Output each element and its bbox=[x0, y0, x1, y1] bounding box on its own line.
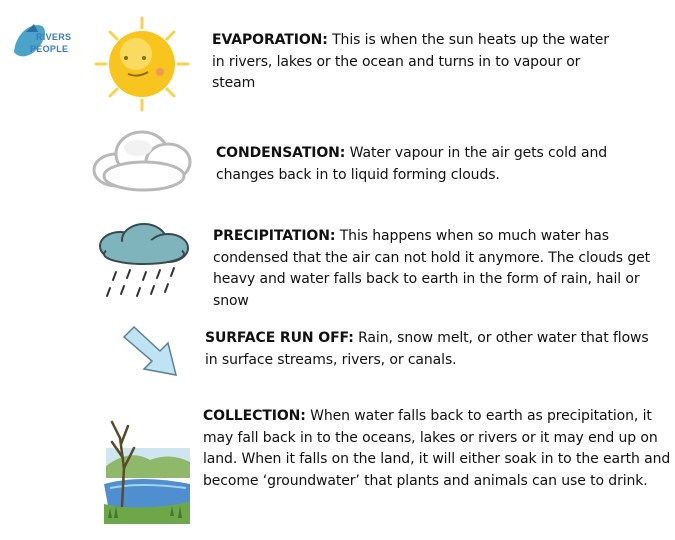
section-collection bbox=[203, 406, 675, 492]
sun-icon bbox=[92, 16, 192, 112]
arrow-down-right-icon bbox=[120, 323, 182, 379]
section-text: Rain, snow melt, or other water that flows in surface streams, rivers, or canals. bbox=[205, 330, 649, 368]
section-text: This happens when so much water has condensed that the air can not hold it anymore. The clouds get heavy and water falls back to earth in the form of rain, hail or snow bbox=[213, 228, 651, 309]
rivers-people-logo bbox=[4, 12, 84, 70]
section-title: SURFACE RUN OFF: bbox=[205, 330, 354, 346]
section-surface-run-off bbox=[205, 328, 665, 371]
section-text: This is when the sun heats up the water in rivers, lakes or the ocean and turns in to vapour or steam bbox=[212, 32, 609, 91]
section-text: When water falls back to earth as precipitation, it may fall back in to the oceans, lakes or rivers or it may end up on land. When it falls on the land, it will either soak in to the earth and become ‘groundwater’ that plants and animals can use to drink. bbox=[203, 408, 671, 489]
logo-line1: RIVERS bbox=[36, 32, 72, 42]
cloud-icon bbox=[88, 122, 198, 194]
section-text: Water vapour in the air gets cold and changes back in to liquid forming clouds. bbox=[216, 145, 608, 183]
section-title: CONDENSATION: bbox=[216, 145, 346, 161]
section-title: EVAPORATION: bbox=[212, 32, 328, 48]
lake-tree-icon bbox=[100, 408, 192, 526]
section-precipitation bbox=[213, 226, 673, 312]
rain-cloud-icon bbox=[96, 222, 194, 308]
section-condensation bbox=[216, 143, 636, 186]
section-title: COLLECTION: bbox=[203, 408, 306, 424]
section-evaporation bbox=[212, 30, 612, 95]
section-title: PRECIPITATION: bbox=[213, 228, 336, 244]
logo-line2: PEOPLE bbox=[30, 44, 69, 54]
